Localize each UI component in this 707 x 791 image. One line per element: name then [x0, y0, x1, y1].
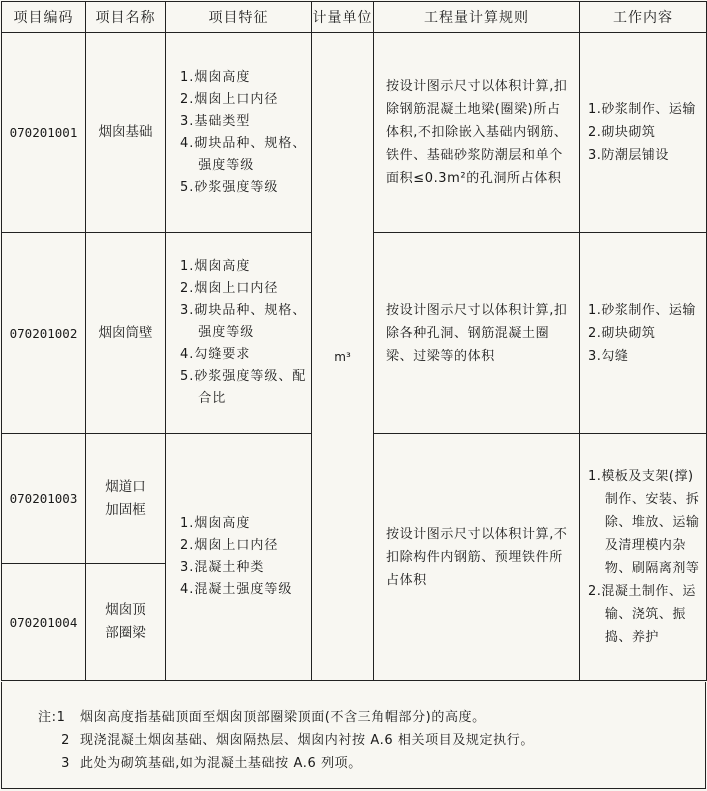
feature-item: 2.烟囱上口内径	[180, 281, 279, 296]
item-rule: 按设计图示尺寸以体积计算,扣除各种孔洞、钢筋混凝土圈梁、过梁等的体积	[374, 233, 580, 434]
item-rule: 按设计图示尺寸以体积计算,不扣除构件内钢筋、预埋铁件所占体积	[374, 434, 580, 681]
work-item: 1.砂浆制作、运输	[588, 102, 696, 117]
item-name: 烟囱顶部圈梁	[86, 564, 166, 681]
feature-item: 3.混凝土种类	[180, 560, 265, 575]
item-code: 070201002	[2, 233, 86, 434]
item-features	[166, 33, 312, 233]
header-features: 项目特征	[166, 2, 312, 33]
item-code: 070201001	[2, 33, 86, 233]
header-code: 项目编码	[2, 2, 86, 33]
note-text: 此处为砌筑基础,如为混凝土基础按 A.6 列项。	[80, 756, 362, 771]
item-code: 070201003	[2, 434, 86, 564]
work-item: 1.砂浆制作、运输	[588, 302, 696, 318]
work-item: 1.模板及支架(撑)制作、安装、拆除、堆放、运输及清理模内杂物、刷隔离剂等	[588, 469, 700, 576]
item-name: 烟囱基础	[86, 33, 166, 233]
item-name: 烟道口加固框	[86, 434, 166, 564]
feature-item: 4.勾缝要求	[180, 347, 251, 362]
work-item: 2.砌块砌筑	[588, 325, 656, 341]
note-number: 1	[56, 710, 66, 725]
feature-item: 2.烟囱上口内径	[180, 91, 279, 107]
work-item: 3.勾缝	[588, 348, 629, 364]
feature-item: 4.混凝土强度等级	[180, 582, 293, 597]
work-item: 2.砌块砌筑	[588, 125, 656, 140]
item-features	[166, 434, 312, 681]
feature-item: 5.砂浆强度等级	[180, 179, 279, 195]
note-1	[38, 706, 486, 725]
work-item: 3.防潮层铺设	[588, 148, 669, 163]
feature-item: 2.烟囱上口内径	[180, 538, 279, 553]
note-number: 3	[61, 756, 70, 771]
spec-table	[1, 1, 707, 681]
spec-table-page	[1, 1, 706, 789]
feature-item: 1.烟囱高度	[180, 259, 251, 274]
item-work	[580, 233, 707, 434]
feature-item: 1.烟囱高度	[180, 69, 251, 85]
note-number: 2	[61, 733, 70, 748]
item-work	[580, 33, 707, 233]
unit-cell: m³	[312, 33, 374, 681]
header-name: 项目名称	[86, 2, 166, 33]
work-item: 2.混凝土制作、运输、浇筑、振捣、养护	[588, 584, 696, 645]
item-code: 070201004	[2, 564, 86, 681]
feature-item: 3.基础类型	[180, 113, 251, 129]
note-3	[38, 752, 362, 771]
table-row	[2, 33, 707, 233]
item-work	[580, 434, 707, 681]
feature-item: 1.烟囱高度	[180, 516, 251, 531]
header-unit: 计量单位	[312, 2, 374, 33]
item-features	[166, 233, 312, 434]
note-2	[38, 729, 534, 748]
header-rule: 工程量计算规则	[374, 2, 580, 33]
notes-section	[1, 682, 706, 789]
note-prefix: 注:	[38, 710, 57, 725]
feature-item: 4.砌块品种、规格、强度等级	[180, 135, 307, 173]
item-rule: 按设计图示尺寸以体积计算,扣除钢筋混凝土地梁(圈梁)所占体积,不扣除嵌入基础内钢筋、铁件、基础砂浆防潮层和单个面积≤0.3m²的孔洞所占体积	[374, 33, 580, 233]
feature-item: 3.砌块品种、规格、强度等级	[180, 303, 307, 340]
note-text: 烟囱高度指基础顶面至烟囱顶部圈梁顶面(不含三角帽部分)的高度。	[80, 710, 486, 725]
feature-item: 5.砂浆强度等级、配合比	[180, 369, 307, 406]
item-name: 烟囱筒壁	[86, 233, 166, 434]
header-work: 工作内容	[580, 2, 707, 33]
note-text: 现浇混凝土烟囱基础、烟囱隔热层、烟囱内衬按 A.6 相关项目及规定执行。	[80, 733, 534, 748]
header-row	[2, 2, 707, 33]
